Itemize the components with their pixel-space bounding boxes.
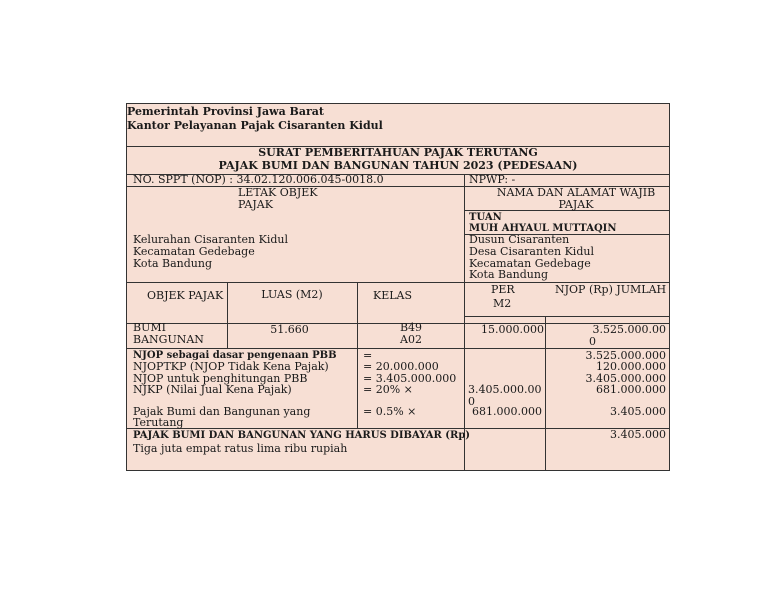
calc-op-1: = xyxy=(363,349,373,362)
npwp-number: NPWP: - xyxy=(469,173,516,186)
divider xyxy=(464,316,669,317)
calc-value-3: 3.405.000.000 xyxy=(585,372,666,385)
row-kelas-1: B49 xyxy=(399,321,423,334)
location-heading-2: PAJAK xyxy=(238,198,273,211)
calc-op-5: = 0.5% × xyxy=(363,405,417,418)
nop-number: NO. SPPT (NOP) : 34.02.120.006.045-0018.0 xyxy=(133,173,384,186)
taxpayer-address-1: Dusun Cisaranten xyxy=(469,233,570,246)
calc-label-njkp: NJKP (Nilai Jual Kena Pajak) xyxy=(133,383,292,396)
column-header-luas: LUAS (M2) xyxy=(261,288,323,301)
calc-label-njop-hitung: NJOP untuk penghitungan PBB xyxy=(133,372,308,385)
row-njop-per-m2: 15.000.000 xyxy=(481,323,544,336)
taxpayer-address-3: Kecamatan Gedebage xyxy=(469,257,591,270)
total-label: PAJAK BUMI DAN BANGUNAN YANG HARUS DIBAYAR (Rp) xyxy=(133,430,471,441)
total-in-words: Tiga juta empat ratus lima ribu rupiah xyxy=(133,442,348,455)
location-kota: Kota Bandung xyxy=(133,257,212,270)
header-line-2: Kantor Pelayanan Pajak Cisaranten Kidul xyxy=(127,119,383,132)
calc-label-pbb: Pajak Bumi dan Bangunan yang xyxy=(133,405,311,418)
calc-op-2: = 20.000.000 xyxy=(363,360,439,373)
document-subtitle: PAJAK BUMI DAN BANGUNAN TAHUN 2023 (PEDESAAN) xyxy=(218,159,578,172)
column-header-njop: NJOP (Rp) JUMLAH xyxy=(555,283,667,296)
taxpayer-name: MUH AHYAUL MUTTAQIN xyxy=(469,223,617,234)
row-njop-jumlah-wrap: 0 xyxy=(589,335,596,348)
row-objek-bangunan: BANGUNAN xyxy=(133,333,204,346)
calc-value-2: 120.000.000 xyxy=(596,360,666,373)
calc-pbb-base: 681.000.000 xyxy=(472,405,542,418)
calc-op-4: = 20% × xyxy=(363,383,413,396)
total-value: 3.405.000 xyxy=(610,428,666,441)
taxpayer-address-4: Kota Bandung xyxy=(469,268,548,281)
calc-value-1: 3.525.000.000 xyxy=(585,349,666,362)
taxpayer-heading: NAMA DAN ALAMAT WAJIB xyxy=(496,186,656,199)
column-header-per: PER xyxy=(491,283,515,296)
calc-op-3: = 3.405.000.000 xyxy=(363,372,457,385)
calc-label-pbb-2: Terutang xyxy=(133,416,184,429)
location-heading: LETAK OBJEK xyxy=(238,186,318,199)
column-header-objek: OBJEK PAJAK xyxy=(147,289,224,302)
taxpayer-title: TUAN xyxy=(469,212,502,223)
location-kelurahan: Kelurahan Cisaranten Kidul xyxy=(133,233,289,246)
calc-label-njoptkp: NJOPTKP (NJOP Tidak Kena Pajak) xyxy=(133,360,329,373)
divider xyxy=(357,282,358,428)
column-header-m2: M2 xyxy=(493,297,512,310)
row-kelas-2: A02 xyxy=(400,333,422,346)
calc-njkp-base-wrap: 0 xyxy=(468,395,475,408)
row-objek-bumi: BUMI xyxy=(133,321,166,334)
tax-notice-document xyxy=(126,103,670,471)
column-header-kelas: KELAS xyxy=(373,289,413,302)
location-kecamatan: Kecamatan Gedebage xyxy=(133,245,255,258)
row-njop-jumlah: 3.525.000.00 xyxy=(592,323,666,336)
taxpayer-address-2: Desa Cisaranten Kidul xyxy=(469,245,594,258)
calc-njkp-base: 3.405.000.00 xyxy=(468,383,542,396)
taxpayer-heading-2: PAJAK xyxy=(558,198,594,211)
calc-value-4: 681.000.000 xyxy=(596,383,666,396)
calc-value-5: 3.405.000 xyxy=(610,405,666,418)
document-title: SURAT PEMBERITAHUAN PAJAK TERUTANG xyxy=(258,146,538,159)
header-line-1: Pemerintah Provinsi Jawa Barat xyxy=(127,105,324,118)
calc-label-njop: NJOP sebagai dasar pengenaan PBB xyxy=(133,350,337,361)
row-luas: 51.660 xyxy=(270,323,309,336)
